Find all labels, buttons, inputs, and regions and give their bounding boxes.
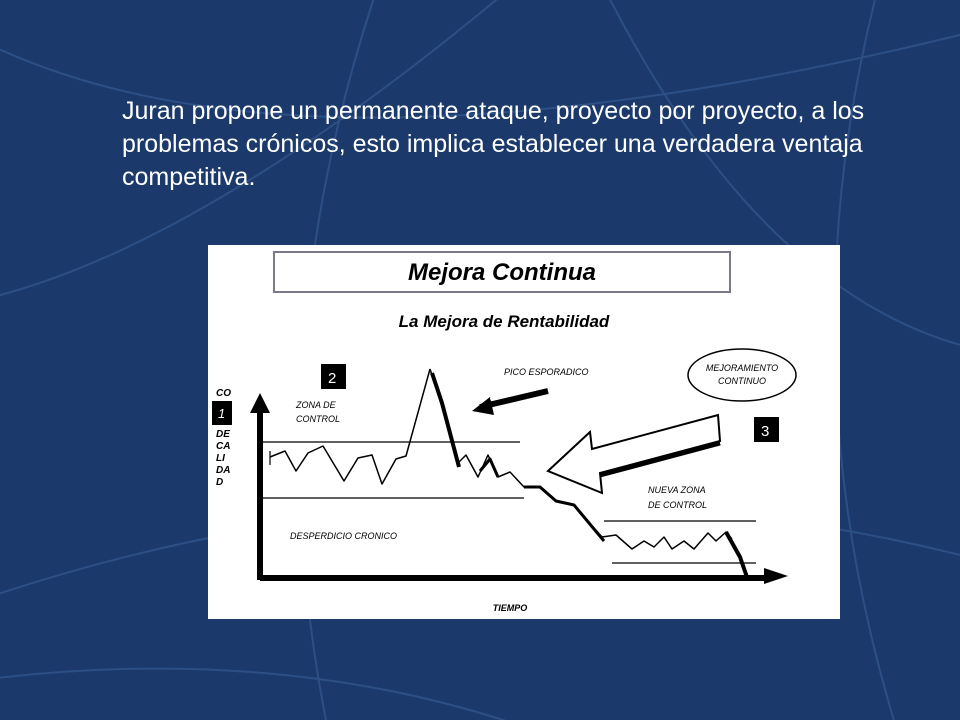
nueva-zona-label-line1: NUEVA ZONA xyxy=(648,485,706,495)
mejoramiento-label-line1: MEJORAMIENTO xyxy=(705,363,779,373)
slide-body-text: Juran propone un permanente ataque, proyecto por proyecto, a los problemas crónicos, esto implica establecer una verdadera ventaja competitiva. xyxy=(122,97,865,191)
mejoramiento-ellipse xyxy=(688,349,796,401)
y-axis xyxy=(250,393,270,580)
x-axis xyxy=(260,568,788,584)
marker-1: 1 xyxy=(218,406,226,421)
y-axis-label-d: D xyxy=(216,477,224,488)
diagram-subtitle: La Mejora de Rentabilidad xyxy=(398,312,610,331)
desperdicio-cronico-label: DESPERDICIO CRONICO xyxy=(290,531,398,541)
x-axis-label: TIEMPO xyxy=(492,603,528,613)
marker-2: 2 xyxy=(328,370,337,387)
y-axis-label-de: DE xyxy=(216,429,230,440)
mejora-continua-diagram xyxy=(208,245,840,619)
marker-3: 3 xyxy=(761,423,770,440)
mejora-continua-arrow xyxy=(548,415,720,493)
mejoramiento-label-line2: CONTINUO xyxy=(718,376,766,386)
y-axis-label-ca: CA xyxy=(216,441,231,452)
nueva-zona-label-line2: DE CONTROL xyxy=(648,500,708,510)
y-axis-label-da: DA xyxy=(216,465,231,476)
pico-esporadico-label: PICO ESPORADICO xyxy=(504,367,589,377)
y-axis-label-li: LI xyxy=(216,453,225,464)
pico-esporadico-arrow xyxy=(472,386,548,415)
diagram-title: Mejora Continua xyxy=(407,259,597,286)
zona-control-label-line2: CONTROL xyxy=(296,414,341,424)
zona-control-label-line1: ZONA DE xyxy=(296,400,336,410)
y-axis-label-co: CO xyxy=(216,388,231,399)
